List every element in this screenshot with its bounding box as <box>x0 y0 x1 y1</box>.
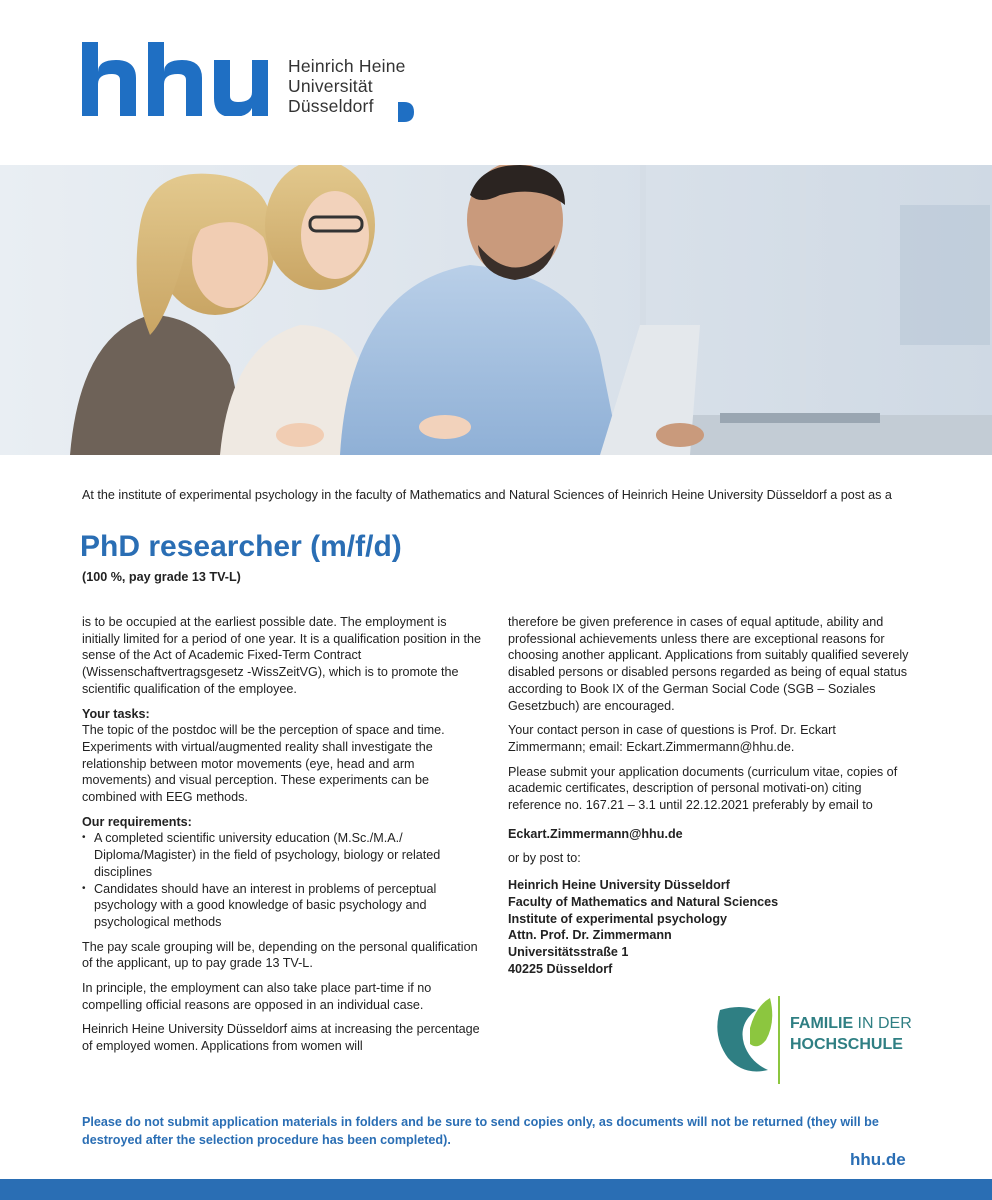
hhu-logo-mark <box>82 42 272 116</box>
post-label: or by post to: <box>508 851 581 866</box>
left-column <box>82 614 484 1063</box>
address-line: Institute of experimental psychology <box>508 911 728 926</box>
logo-d-shape-icon <box>398 102 414 122</box>
badge-line-2: HOCHSCHULE <box>790 1036 903 1053</box>
header-photo <box>0 165 992 455</box>
pay-paragraph: The pay scale grouping will be, depending on the personal qualification of the applicant, up to pay grade 13 TV-L. <box>82 939 478 971</box>
university-name <box>288 56 406 116</box>
women-paragraph: Heinrich Heine University Düsseldorf aims at increasing the percentage of employed women. Applications from women will <box>82 1022 480 1054</box>
postal-address <box>508 877 910 977</box>
address-line: Universitätsstraße 1 <box>508 944 629 959</box>
address-line: 40225 Düsseldorf <box>508 961 613 976</box>
tasks-paragraph: The topic of the postdoc will be the perception of space and time. Experiments with virtual/augmented reality shall investigate the relationship between motor movements (eye, head and arm movements) and visual perception. These experiments can be combined with EEG methods. <box>82 723 445 805</box>
badge-line-1-bold: FAMILIE <box>790 1015 854 1032</box>
application-email[interactable]: Eckart.Zimmermann@hhu.de <box>508 826 683 841</box>
application-notice: Please do not submit application materials in folders and be sure to send copies only, as documents will not be returned (they will be destroyed after the selection procedure has been completed). <box>82 1115 879 1147</box>
intro-text: At the institute of experimental psychology in the faculty of Mathematics and Natural Sciences of Heinrich Heine University Düsseldorf a post as a <box>82 488 892 502</box>
list-item: • Candidates should have an interest in problems of perceptual psychology with a good knowledge of basic psychology and psychological methods <box>82 881 484 931</box>
right-column <box>508 614 910 977</box>
address-line: Heinrich Heine University Düsseldorf <box>508 878 730 893</box>
familie-hochschule-text <box>790 1013 912 1055</box>
university-name-line-1: Heinrich Heine <box>288 56 406 76</box>
tasks-heading: Your tasks: <box>82 706 150 721</box>
requirements-heading: Our requirements: <box>82 814 192 829</box>
website-link[interactable]: hhu.de <box>850 1150 906 1169</box>
employment-paragraph: is to be occupied at the earliest possible date. The employment is initially limited for a period of one year. It is a qualification position in the sense of the Act of Academic Fixed-Term Contract (Wissenschaftvertragsgesetz -WissZeitVG), which is to promote the scientific qualification of the employee. <box>82 615 482 696</box>
part-time-paragraph: In principle, the employment can also take place part-time if no compelling official reasons are opposed in an individual case. <box>82 981 432 1012</box>
address-line: Attn. Prof. Dr. Zimmermann <box>508 928 672 943</box>
team-photo-illustration <box>0 165 992 455</box>
list-item: • A completed scientific university education (M.Sc./M.A./ Diploma/Magister) in the field of psychology, biology or related disciplines <box>82 830 484 880</box>
badge-line-1-light: IN DER <box>853 1015 912 1032</box>
requirements-list <box>82 830 484 930</box>
submit-paragraph: Please submit your application documents (curriculum vitae, copies of academic certificates, description of personal motivati-on) citing reference no. 167.21 – 3.1 until 22.12.2021 preferably by email to <box>508 764 898 813</box>
job-subtitle: (100 %, pay grade 13 TV-L) <box>82 570 241 584</box>
address-line: Faculty of Mathematics and Natural Sciences <box>508 894 779 909</box>
university-name-line-2: Universität <box>288 76 373 96</box>
university-name-line-3: Düsseldorf <box>288 96 374 116</box>
job-title: PhD researcher (m/f/d) <box>80 530 402 563</box>
footer-bar <box>0 1179 992 1200</box>
contact-paragraph: Your contact person in case of questions is Prof. Dr. Eckart Zimmermann; email: Eckart.Zimmermann@hhu.de. <box>508 723 836 754</box>
equality-paragraph: therefore be given preference in cases of equal aptitude, ability and professional achievements unless there are exceptional reasons for choosing another applicant. Applications from suitably qualified severely disabled persons or disabled persons regarded as being of equal status according to Book IX of the German Social Code (SGB – Soziales Gesetzbuch) are encouraged. <box>508 615 909 713</box>
